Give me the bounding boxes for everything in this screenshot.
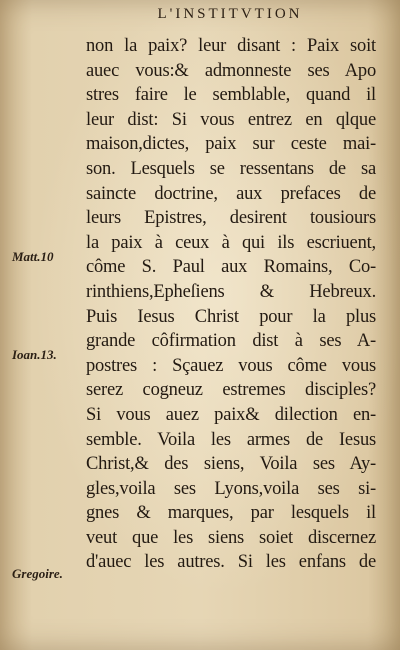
text-line: rinthiens,Epheſiens & Hebreux. [86, 281, 376, 302]
text-line: postres : Sçauez vous côme vous [86, 355, 376, 376]
running-head: L'INSTITVTION [157, 6, 303, 22]
text-line: Puis Iesus Christ pour la plus [86, 306, 376, 327]
text-line: côme S. Paul aux Romains, Co- [86, 257, 376, 278]
text-line: Christ,& des siens, Voila ses Ay- [86, 454, 376, 475]
text-line: serez cogneuz estremes disciples? [86, 380, 376, 401]
margin-note-matthew: Matt.10 [12, 249, 54, 264]
text-line: gles,voila ses Lyons,voila ses si- [86, 478, 376, 499]
text-line: d'auec les autres. Si les enfans de [86, 552, 376, 573]
text-line: veut que les siens soiet discernez [86, 527, 376, 548]
margin-note-gregory: Gregoire. [12, 566, 63, 581]
text-line: saincte doctrine, aux prefaces de [86, 183, 376, 204]
text-line: la paix à ceux à qui ils escriuent, [86, 232, 376, 253]
margin-note-john: Ioan.13. [12, 347, 57, 362]
text-line: stres faire le semblable, quand il [86, 85, 376, 106]
text-line: gnes & marques, par lesquels il [86, 503, 376, 524]
text-line: semble. Voila les armes de Iesus [86, 429, 376, 450]
text-line: leurs Epistres, desirent tousiours [86, 208, 376, 229]
text-line: maison,dictes, paix sur ceste mai- [86, 134, 376, 155]
text-line: non la paix? leur disant : Paix soit [86, 36, 376, 56]
text-line: auec vous:& admonneste ses Apo [86, 60, 376, 81]
text-line: leur dist: Si vous entrez en qlque [86, 109, 376, 130]
text-line: grande côfirmation dist à ses A- [86, 331, 376, 352]
text-line: son. Lesquels se ressentans de sa [86, 158, 376, 179]
text-line: Si vous auez paix& dilection en- [86, 404, 376, 425]
body-text [86, 34, 376, 575]
